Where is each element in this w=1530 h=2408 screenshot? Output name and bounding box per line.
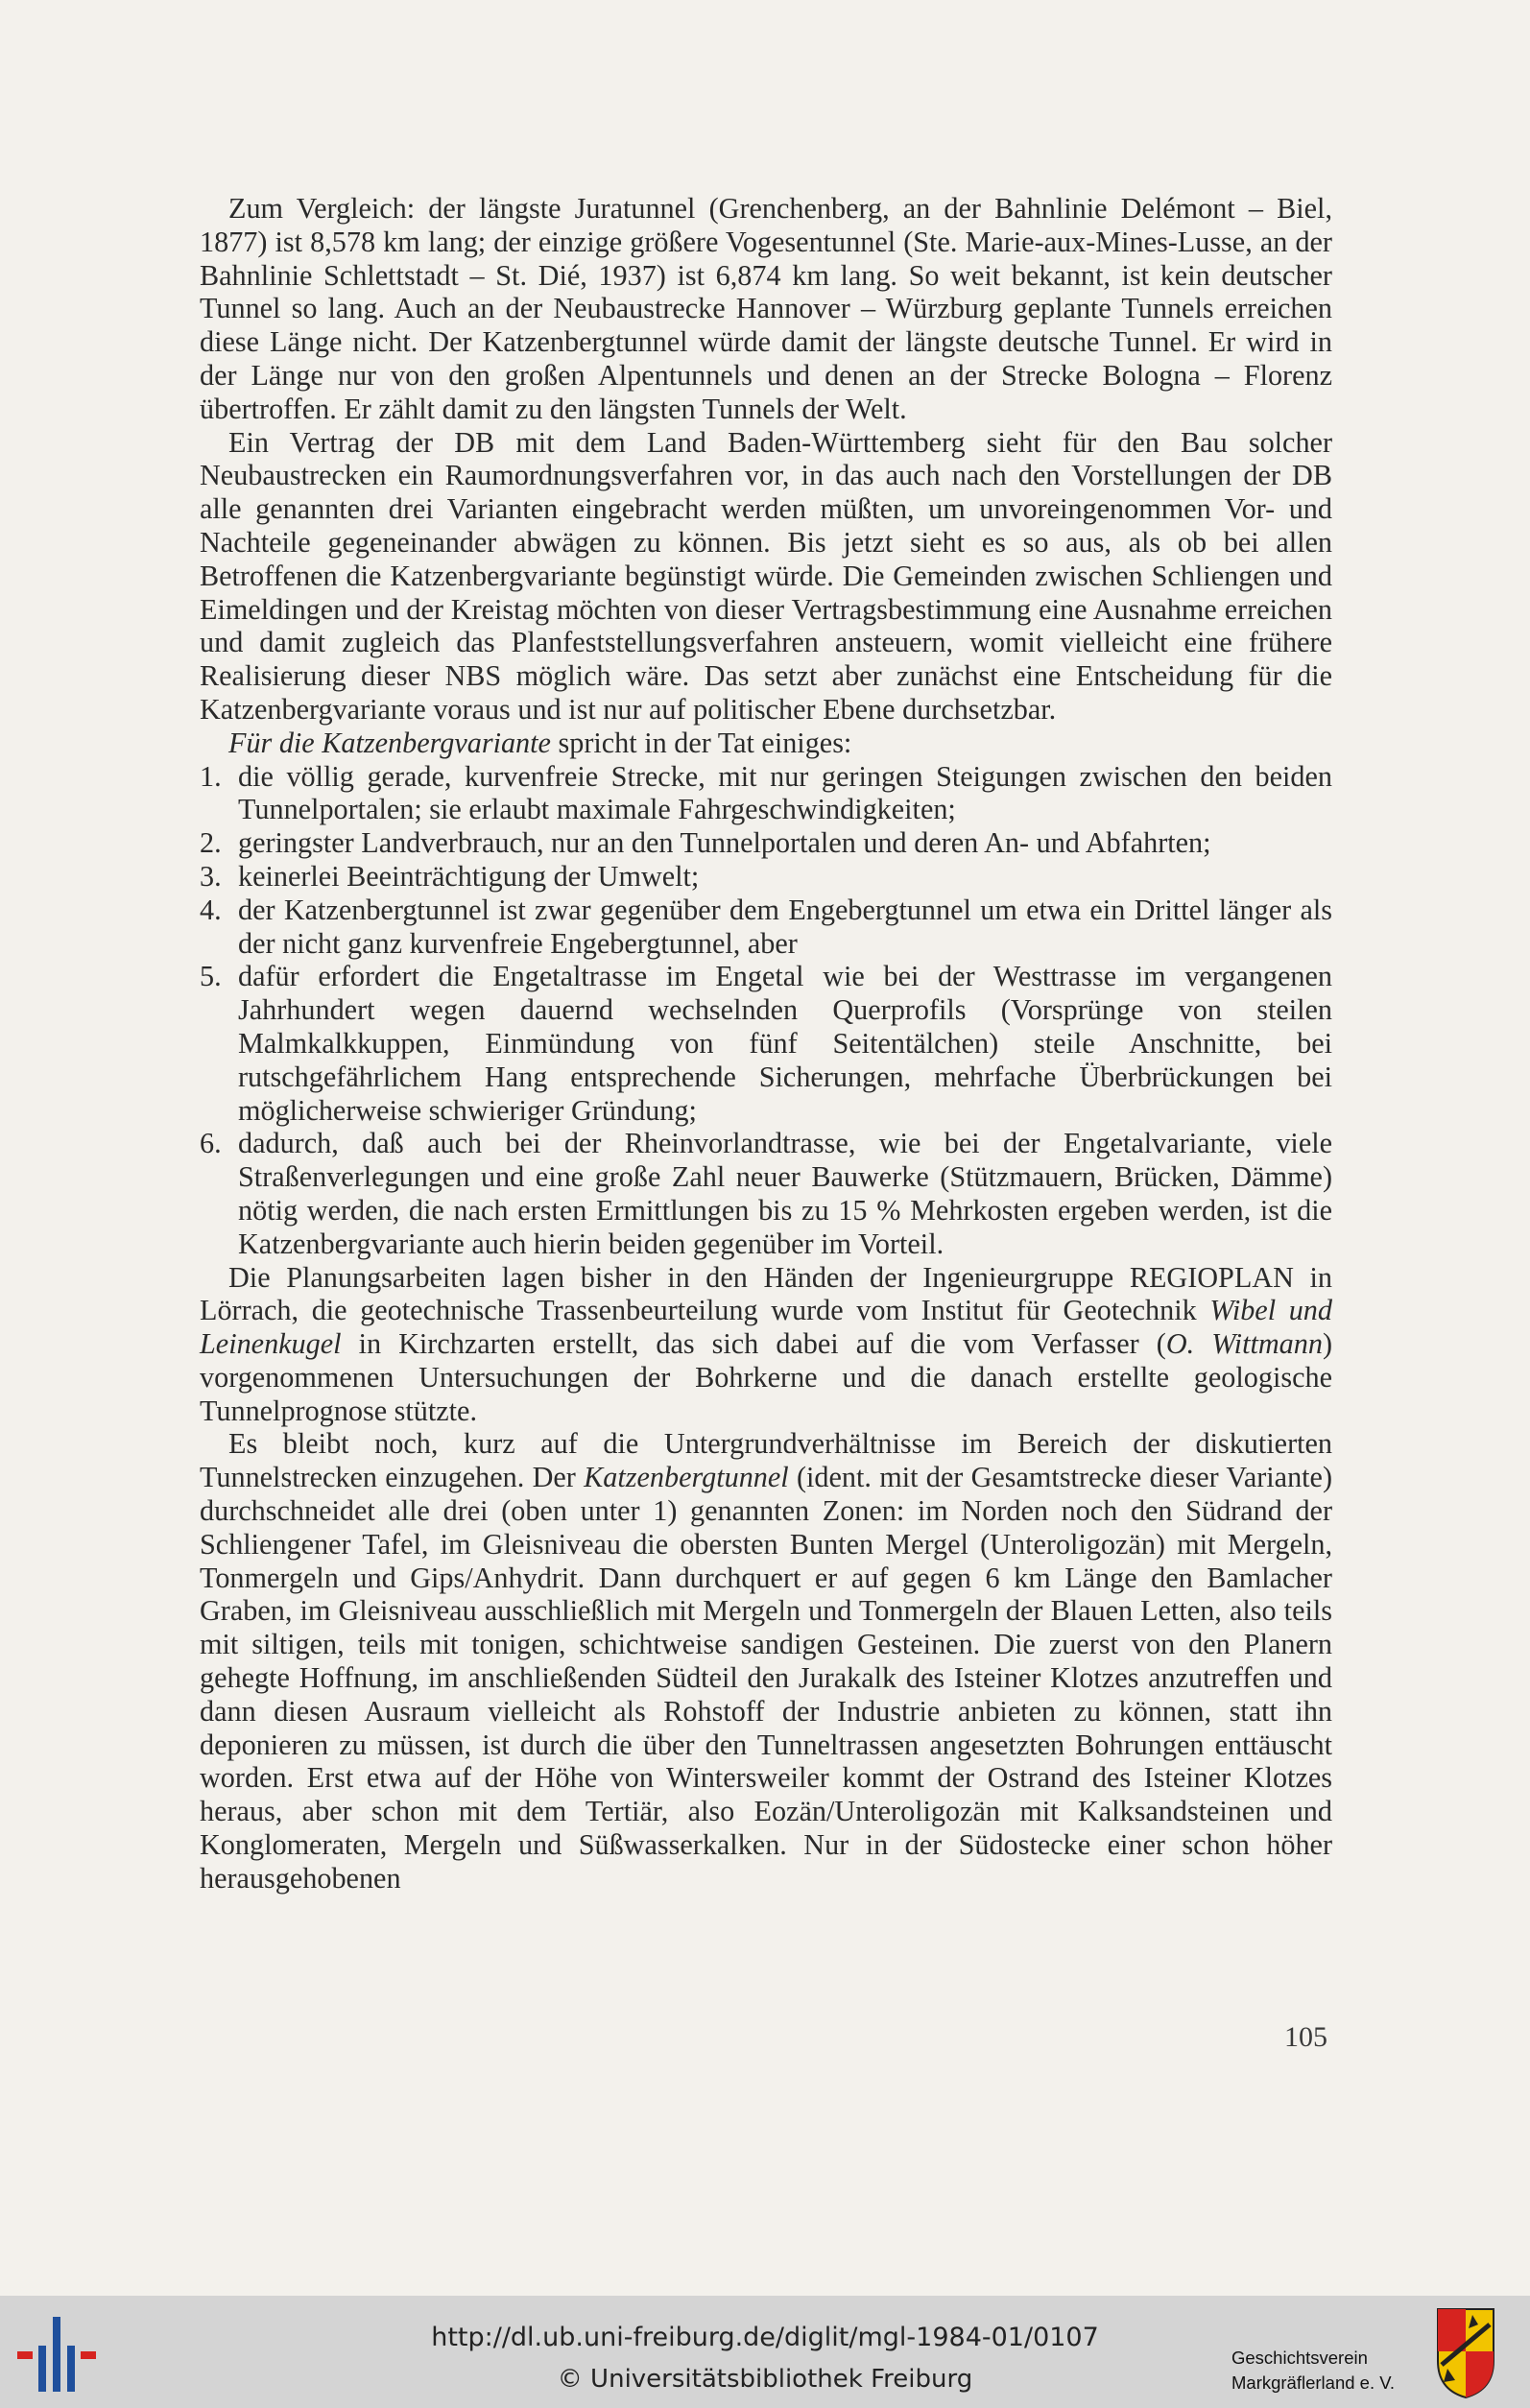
text-run: in Kirchzarten erstellt, das sich dabei auf die vom Verfasser ( [341, 1327, 1166, 1361]
society-line2: Markgräflerland e. V. [1231, 2372, 1396, 2393]
list-text: der Katzenbergtunnel ist zwar gegenüber dem Engebergtunnel um etwa ein Drittel länger als der nicht ganz kurvenfreie Engebergtunnel, aber [238, 893, 1332, 960]
text-run: (ident. mit der Gesamtstrecke dieser Variante) durchschneidet alle drei (oben unter 1) genannten Zonen: im Norden noch den Südrand der Schliengener Tafel, im Gleisniveau die obersten Bunten Mergel (Unteroligozän) mit Mergeln, Tonmergeln und Gips/Anhydrit. Dann durchquert er auf gegen 6 km Länge den Bamlacher Graben, im Gleisniveau ausschließlich mit Mergeln und Tonmergeln der Blauen Letten, also teils mit siltigen, teils mit tonigen, schichtweise sandigen Gesteinen. Die zuerst von den Planern gehegte Hoffnung, im anschließenden Südteil den Jurakalk des Isteiner Klotzes anzutreffen und dann diesen Ausraum vielleicht als Rohstoff der Industrie anbieten zu können, statt ihn deponieren zu müssen, ist durch die über den Tunneltrassen angesetzten Bohrungen enttäuscht worden. Erst etwa auf der Höhe von Wintersweiler kommt der Ostrand des Isteiner Klotzes heraus, aber schon mit dem Tertiär, also Eozän/Unteroligozän mit Kalksandsteinen und Konglomeraten, Mergeln und Süßwasserkalken. Nur in der Südostecke einer schon höher herausgehobenen [200, 1461, 1333, 1895]
list-item [200, 760, 1332, 827]
list-number: 6. [200, 1127, 222, 1160]
list-text: dadurch, daß auch bei der Rheinvorlandtrasse, wie bei der Engetalvariante, viele Straßenverlegungen und eine große Zahl neuer Bauwerke (Stützmauern, Brücken, Dämme) nötig werden, die nach ersten Ermittlungen bis zu 15 % Mehrkosten ergeben werden, ist die Katzenbergvariante auch hierin beiden gegenüber im Vorteil. [238, 1127, 1332, 1260]
list-number: 5. [200, 960, 222, 993]
paragraph-contract: Ein Vertrag der DB mit dem Land Baden-Württemberg sieht für den Bau solcher Neubaustrecken ein Raumordnungsverfahren vor, in das auch nach den Vorstellungen der DB alle genannten drei Varianten eingebracht werden müßten, um unvoreingenommen Vor- und Nachteile gegeneinander abwägen zu können. Bis jetzt sieht es so aus, als ob bei allen Betroffenen die Katzenbergvariante begünstigt würde. Die Gemeinden zwischen Schliengen und Eimeldingen und der Kreistag möchten von dieser Vertragsbestimmung eine Ausnahme erreichen und damit zugleich das Planfeststellungsverfahren ansteuern, womit vielleicht eine frühere Realisierung dieser NBS möglich wäre. Das setzt aber zunächst eine Entscheidung für die Katzenbergvariante voraus und ist nur auf politischer Ebene durchsetzbar. [200, 425, 1332, 726]
list-item [200, 894, 1332, 961]
society-name [1231, 2346, 1395, 2396]
list-text: geringster Landverbrauch, nur an den Tunnelportalen und deren An- und Abfahrten; [238, 826, 1211, 860]
list-number: 1. [200, 759, 222, 793]
viewer-footer [0, 2296, 1530, 2408]
intro-italic: Für die Katzenbergvariante [228, 726, 551, 759]
copyright-notice: © Universitätsbibliothek Freiburg [557, 2365, 973, 2394]
body-text [200, 192, 1332, 1895]
list-item [200, 826, 1332, 860]
paragraph-list-intro [200, 727, 1332, 760]
paragraph-planning [200, 1261, 1332, 1428]
list-text: keinerlei Beeinträchtigung der Umwelt; [238, 859, 700, 893]
paragraph-geology [200, 1427, 1332, 1895]
italic-run: O. Wittmann [1165, 1327, 1323, 1361]
paragraph-comparison: Zum Vergleich: der längste Juratunnel (Grenchenberg, an der Bahnlinie Delémont – Biel, 1877) ist 8,578 km lang; der einzige größere Vogesentunnel (Ste. Marie-aux-Mines-Lusse, an der Bahnlinie Schlettstadt – St. Dié, 1937) ist 6,874 km lang. So weit bekannt, ist kein deutscher Tunnel so lang. Auch an der Neubaustrecke Hannover – Würzburg geplante Tunnels erreichen diese Länge nicht. Der Katzenbergtunnel würde damit der längste deutsche Tunnel. Er wird in der Länge nur von den großen Alpentunnels und denen an der Strecke Bologna – Florenz übertroffen. Er zählt damit zu den längsten Tunnels der Welt. [200, 192, 1332, 425]
advantages-list [200, 760, 1332, 1261]
list-number: 2. [200, 826, 222, 860]
list-number: 3. [200, 859, 222, 893]
permalink-url[interactable]: http://dl.ub.uni-freiburg.de/diglit/mgl-1984-01/0107 [431, 2323, 1099, 2352]
text-run: Die Planungsarbeiten lagen bisher in den Händen der Ingenieurgruppe REGIOPLAN in Lörrach, die geotechnische Trassenbeurteilung wurde vom Institut für Geotechnik [200, 1260, 1332, 1327]
page-number: 105 [1284, 2021, 1327, 2053]
text-run: ) vorgenommenen Untersuchungen der Bohrkerne und die danach erstellte geologische Tunnelprognose stützte. [200, 1327, 1332, 1427]
text-run: Es bleibt noch, kurz auf die Untergrundverhältnisse im Bereich der diskutierten Tunnelstrecken einzugehen. Der [200, 1427, 1332, 1494]
list-number: 4. [200, 893, 222, 926]
list-item [200, 1127, 1332, 1260]
list-text: die völlig gerade, kurvenfreie Strecke, mit nur geringen Steigungen zwischen den beiden Tunnelportalen; sie erlaubt maximale Fahrgeschwindigkeiten; [238, 759, 1332, 826]
society-line1: Geschichtsverein [1231, 2348, 1368, 2368]
italic-run: Wibel und Leinenkugel [200, 1294, 1332, 1361]
intro-rest: spricht in der Tat einiges: [550, 726, 852, 759]
list-item [200, 960, 1332, 1127]
italic-run: Katzenbergtunnel [584, 1461, 789, 1494]
list-text: dafür erfordert die Engetaltrasse im Engetal wie bei der Westtrasse im vergangenen Jahrhundert wegen dauernd wechselnden Querprofils (Vorsprünge von steilen Malmkalkkuppen, Einmündung von fünf Seitentälchen) steile Anschnitte, bei rutschgefährlichem Hang entsprechende Sicherungen, mehrfache Überbrückungen bei möglicherweise schwieriger Gründung; [238, 960, 1332, 1127]
list-item [200, 860, 1332, 894]
coat-of-arms-icon [1436, 2307, 1495, 2399]
